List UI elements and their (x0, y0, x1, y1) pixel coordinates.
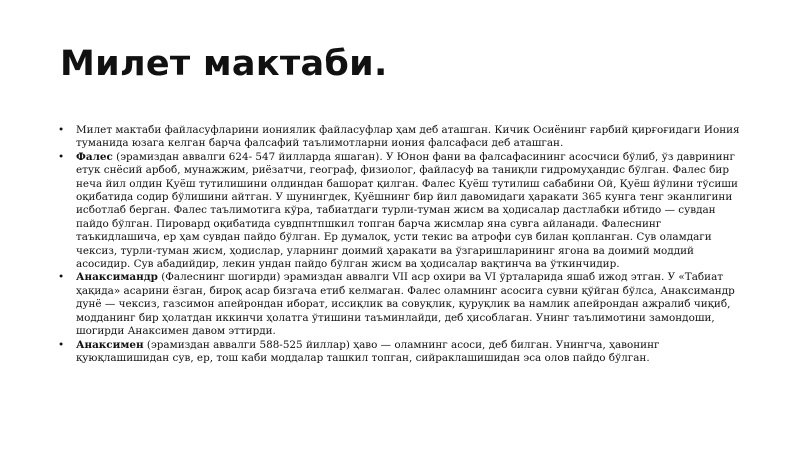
bullet-icon: • (58, 150, 65, 163)
item-term: Фалес (76, 150, 113, 163)
list-item (58, 124, 748, 151)
item-text: (Фалеснинг шогирди) эрамиздан аввалги VII аср охири ва VI ўрталарида яшаб ижод этган. У «Табиат ҳақида» асарини ёзган, бироқ асар бизгача етиб келмаган. Фалес оламнинг асосига сувни қўйган бўлса, Анаксимандр дунё — чексиз, газсимон апейрондан иборат, иссиқлик ва совуқлик, қуруқлик ва намлик апейрондан ажралиб чиқиб, модданинг бир ҳолатдан иккинчи ҳолатга ўтишини таъминлайди, деб ҳисоблаган. Унинг таълимотини замондоши, шогирди Анаксимен давом эттирди. (76, 271, 735, 338)
bullet-list (58, 124, 748, 365)
item-text: (эрамиздан аввалги 588-525 йиллар) ҳаво — оламнинг асоси, деб билган. Унингча, ҳавонинг қуюқлашишидан сув, ер, тош каби моддалар ташкил топган, сийраклашишидан эса олов пайдо бўлган. (76, 338, 660, 364)
item-text: (эрамиздан аввалги 624- 547 йилларда яшаган). У Юнон фани ва фалсафасининг асосчиси бўлиб, ўз даврининг етук снёсий арбоб, мунажжим, риёзатчи, географ, физиолог, файласуф ва таниқли гидромуҳандис бўлган. Фалес бир неча йил олдин Қуёш тутилишини олдиндан башорат қилган. Фалес Қуёш тутилиш сабабини Ой, Қуёш йўлини тўсиши оқибатида содир бўлишини айтган. У шунингдек, Қуёшнинг бир йил давомидаги ҳаракати 365 кунга тенг эканлигини исботлаб берган. Фалес таълимотига кўра, табиатдаги турли-туман жисм ва ҳодисалар дастлабки ибтидо — сувдан пайдо бўлган. Пировард оқибатида сувдпнтпшкил топган барча жисмлар яна сувга айланади. Фалеснинг таъкидлашича, ер ҳам сувдан пайдо бўлган. Ер думалоқ, усти текис ва атрофи сув билан қопланган. Сув оламдаги чексиз, турли-туман жисм, ҳодислар, уларнинг доимий ҳаракати ва ўзгаришларининг ягона ва доимий моддий асосидир. Сув абадийдир, лекин ундан пайдо бўлган жисм ва ҳодисалар вақтинча ва ўткинчидир. (76, 150, 738, 271)
item-text: Милет мактаби файласуфларини иониялик файласуфлар ҳам деб аташган. Кичик Осиёнинг ғарбий қирғоғидаги Иония туманида юзага келган барча фалсафий таълимотларни иония фалсафаси деб аташган. (76, 124, 740, 150)
slide-title: Милет мактаби. (60, 44, 388, 84)
list-item (58, 339, 748, 366)
item-term: Анаксимен (76, 338, 144, 351)
list-item (58, 271, 748, 338)
bullet-icon: • (58, 338, 65, 351)
item-term: Анаксимандр (76, 271, 158, 284)
bullet-icon: • (58, 271, 65, 284)
bullet-icon: • (58, 124, 65, 136)
list-item (58, 151, 748, 272)
